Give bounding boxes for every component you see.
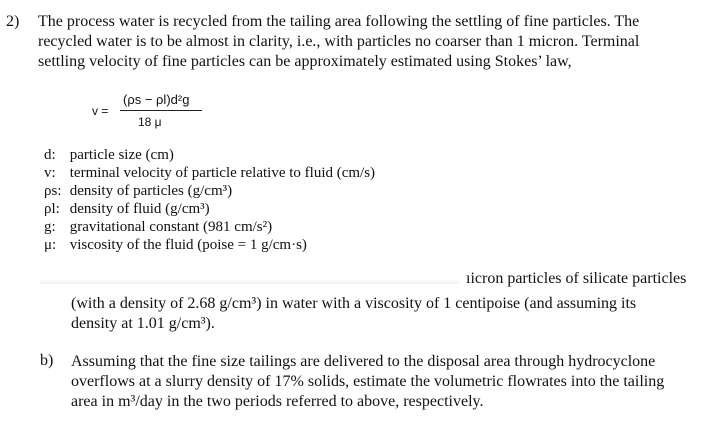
formula-denominator: 18 μ: [138, 115, 162, 129]
definition-item: [44, 236, 307, 254]
part-b-line-3: area in m³/day in the two periods referred to above, respectively.: [71, 393, 484, 410]
part-a-partial-line: ıicron particles of silicate particles: [466, 270, 687, 287]
definition-item: [44, 218, 272, 236]
part-a-line-2: density at 1.01 g/cm³).: [71, 315, 215, 332]
part-a-line-1: (with a density of 2.68 g/cm³) in water with a viscosity of 1 centipoise (and assuming its: [71, 295, 637, 312]
definition-key: v:: [44, 165, 56, 181]
definition-key: ρs:: [44, 183, 62, 199]
definition-item: [44, 182, 232, 200]
part-b-line-1: Assuming that the fine size tailings are delivered to the disposal area through hydrocyclone: [71, 353, 656, 370]
definition-key: μ:: [44, 237, 57, 253]
definition-item: [44, 164, 375, 182]
definition-text: gravitational constant (981 cm/s²): [69, 219, 273, 235]
definition-key: g:: [44, 219, 56, 235]
definition-text: terminal velocity of particle relative to fluid (cm/s): [69, 165, 376, 181]
definition-text: density of particles (g/cm³): [69, 183, 233, 199]
question-text-line-2: recycled water is to be almost in clarity, i.e., with particles no coarser than 1 micron. Terminal: [38, 33, 640, 50]
definition-text: particle size (cm): [69, 147, 174, 163]
formula-numerator: (ρs − ρl)d²g: [123, 92, 190, 107]
part-b-line-2: overflows at a slurry density of 17% solids, estimate the volumetric flowrates into the tailing: [71, 373, 665, 390]
occluding-overlay: [40, 266, 460, 284]
stokes-law-formula: [92, 91, 252, 137]
definition-item: [44, 200, 210, 218]
question-number: 2): [6, 13, 20, 30]
definition-item: [44, 146, 174, 164]
formula-lhs: v =: [92, 104, 109, 118]
part-b-label: b): [40, 352, 54, 369]
definition-key: d:: [44, 147, 56, 163]
question-text-line-3: settling velocity of fine particles can be approximately estimated using Stokes’ law,: [38, 53, 572, 70]
definition-text: density of fluid (g/cm³): [69, 201, 210, 217]
fraction-bar: [120, 110, 202, 111]
question-text-line-1: The process water is recycled from the tailing area following the settling of fine particles. The: [38, 13, 640, 30]
definition-key: ρl:: [44, 201, 60, 217]
definition-text: viscosity of the fluid (poise = 1 g/cm·s): [69, 237, 307, 253]
